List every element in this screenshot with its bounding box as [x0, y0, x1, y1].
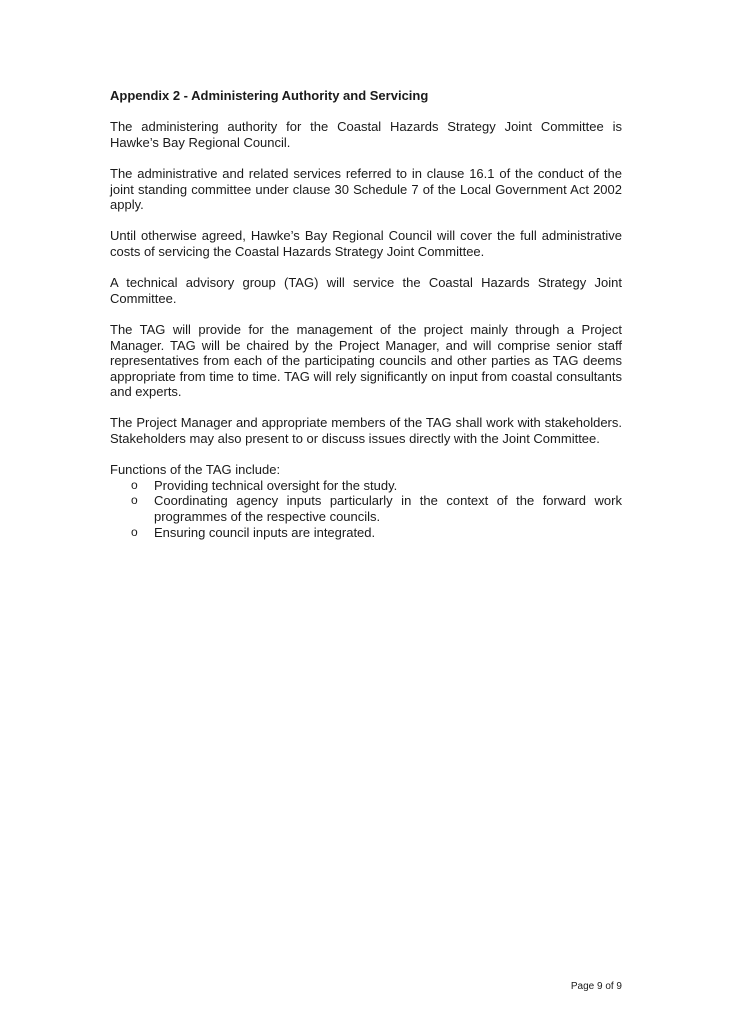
list-item-text: Providing technical oversight for the study.	[154, 477, 398, 493]
paragraph-tag-management: The TAG will provide for the management of the project mainly through a Project Manager. TAG will be chaired by the Project Manager, and will comprise senior staff representatives from each of the participating councils and other parties as TAG deems appropriate from time to time. TAG will rely significantly on input from coastal consultants and experts.	[110, 321, 622, 400]
functions-intro: Functions of the TAG include:	[110, 462, 281, 478]
appendix-heading: Appendix 2 - Administering Authority and Servicing	[110, 88, 429, 103]
paragraph-administering-authority: The administering authority for the Coastal Hazards Strategy Joint Committee is Hawke’s Bay Regional Council.	[110, 119, 622, 150]
page-number: Page 9 of 9	[570, 981, 622, 992]
paragraph-administrative-costs: Until otherwise agreed, Hawke’s Bay Regional Council will cover the full administrative costs of servicing the Coastal Hazards Strategy Joint Committee.	[110, 228, 622, 259]
paragraph-administrative-services: The administrative and related services referred to in clause 16.1 of the conduct of the joint standing committee under clause 30 Schedule 7 of the Local Government Act 2002 apply.	[110, 165, 622, 213]
paragraph-technical-advisory-group: A technical advisory group (TAG) will service the Coastal Hazards Strategy Joint Committee.	[110, 275, 622, 306]
document-body	[110, 88, 622, 540]
list-item-text: Ensuring council inputs are integrated.	[154, 524, 376, 540]
bullet-circle-icon: o	[131, 524, 138, 539]
bullet-circle-icon: o	[131, 477, 138, 492]
bullet-circle-icon: o	[131, 493, 138, 508]
list-item	[110, 525, 622, 541]
list-item	[110, 478, 622, 494]
functions-list	[110, 478, 622, 540]
list-item	[110, 493, 622, 524]
list-item-text: Coordinating agency inputs particularly in the context of the forward work programmes of the respective councils.	[154, 493, 622, 525]
paragraph-stakeholders: The Project Manager and appropriate members of the TAG shall work with stakeholders. Stakeholders may also present to or discuss issues directly with the Joint Committee.	[110, 415, 622, 447]
